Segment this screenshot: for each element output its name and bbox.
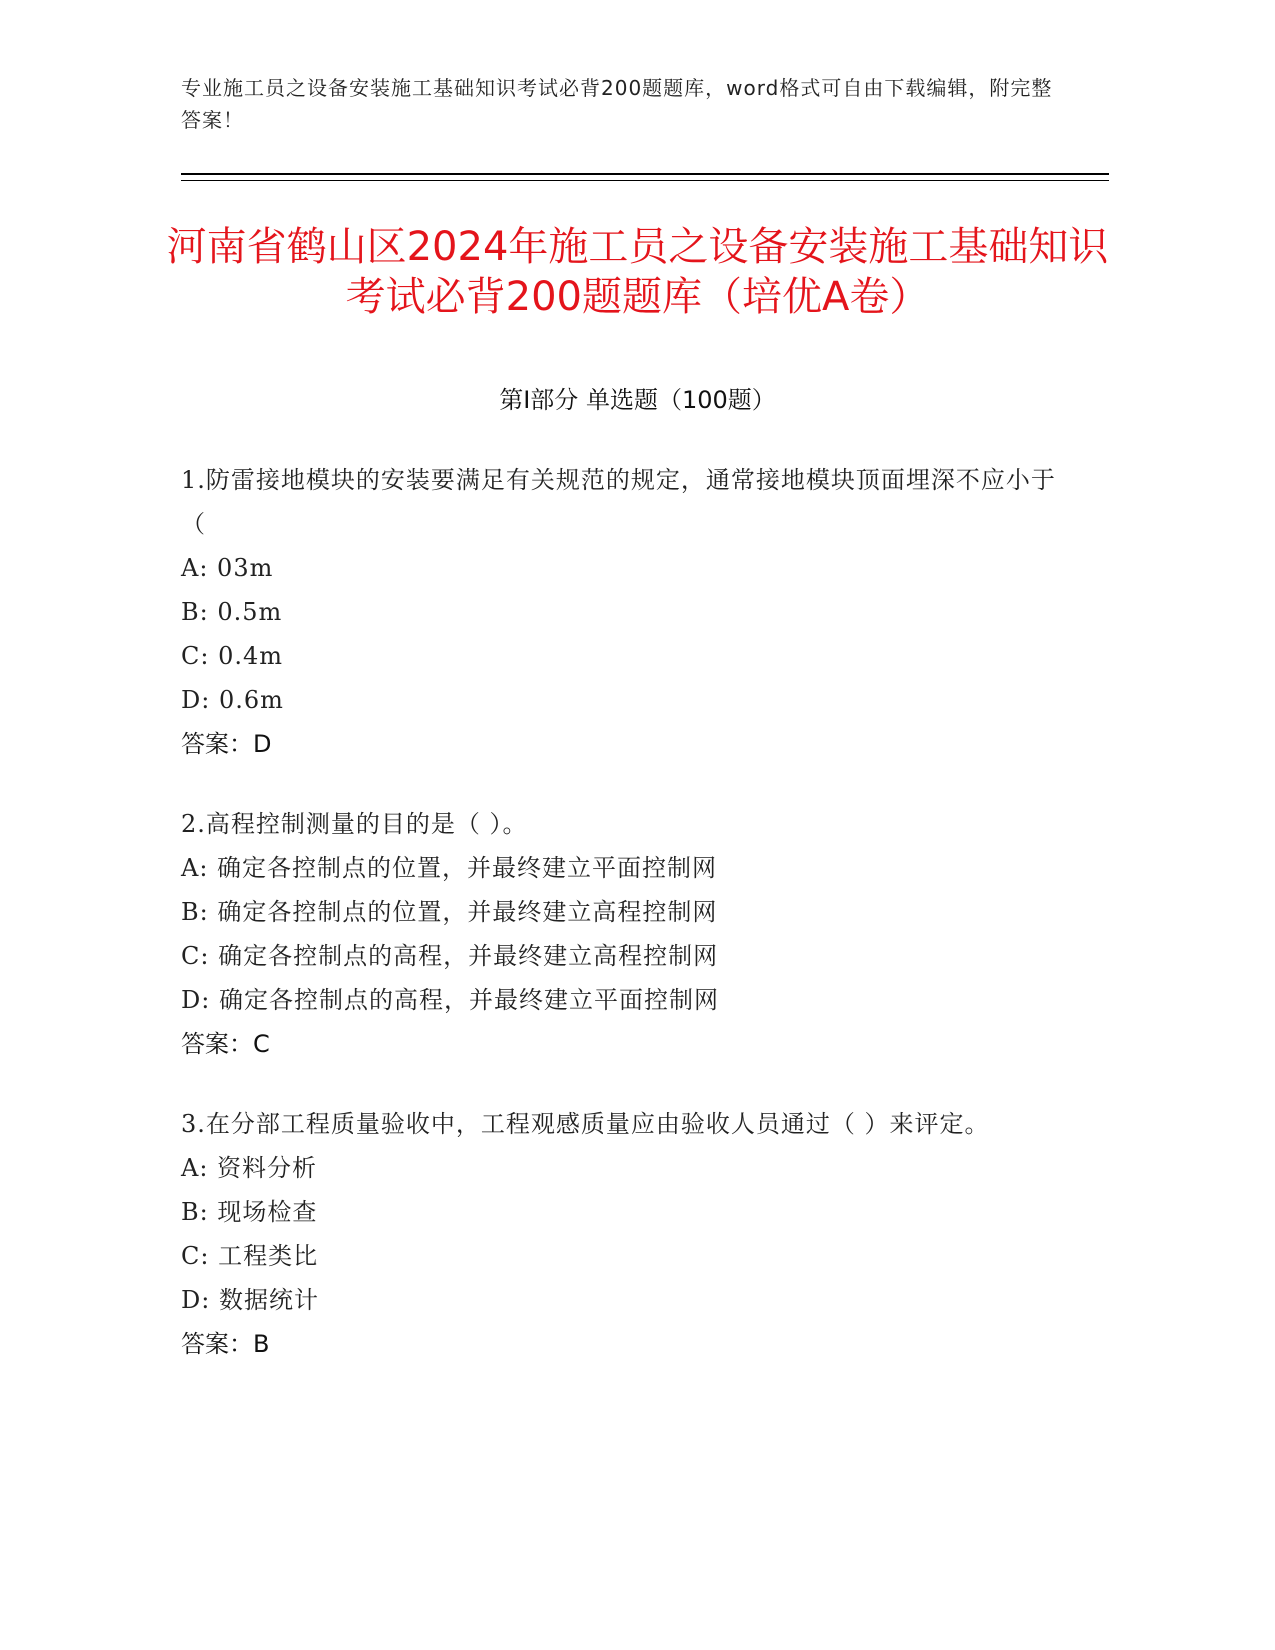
question-list [181, 458, 1061, 1402]
question-answer: 答案：D [181, 730, 272, 758]
question-option-b: B: 确定各控制点的位置，并最终建立高程控制网 [181, 898, 718, 926]
question-option-a: A: 资料分析 [181, 1154, 318, 1182]
question-answer: 答案：B [181, 1330, 270, 1358]
question-option-a: A: 03m [181, 554, 274, 582]
header-rule-thin [181, 180, 1109, 181]
question-2 [181, 802, 1061, 1066]
question-stem: 3.在分部工程质量验收中，工程观感质量应由验收人员通过（ ）来评定。 [181, 1110, 990, 1138]
question-option-b: B: 现场检查 [181, 1198, 318, 1226]
question-1 [181, 458, 1061, 766]
question-option-c: C: 0.4m [181, 642, 284, 670]
question-option-d: D: 数据统计 [181, 1286, 319, 1314]
header-note: 专业施工员之设备安装施工基础知识考试必背200题题库，word格式可自由下载编辑，附完整答案！ [181, 76, 1053, 132]
question-option-c: C: 工程类比 [181, 1242, 319, 1270]
question-stem: 2.高程控制测量的目的是（ ）。 [181, 810, 528, 838]
header-rule-thick [181, 173, 1109, 175]
question-option-a: A: 确定各控制点的位置，并最终建立平面控制网 [181, 854, 718, 882]
section-heading: 第Ⅰ部分 单选题（100题） [499, 386, 776, 414]
question-option-b: B: 0.5m [181, 598, 283, 626]
question-option-c: C: 确定各控制点的高程，并最终建立高程控制网 [181, 942, 719, 970]
question-option-d: D: 0.6m [181, 686, 284, 714]
question-answer: 答案：C [181, 1030, 270, 1058]
question-3 [181, 1102, 1061, 1366]
question-option-d: D: 确定各控制点的高程，并最终建立平面控制网 [181, 986, 719, 1014]
document-title: 河南省鹤山区2024年施工员之设备安装施工基础知识考试必背200题题库（培优A卷） [166, 224, 1109, 320]
question-stem: 1.防雷接地模块的安装要满足有关规范的规定，通常接地模块顶面埋深不应小于（ [181, 466, 1056, 538]
